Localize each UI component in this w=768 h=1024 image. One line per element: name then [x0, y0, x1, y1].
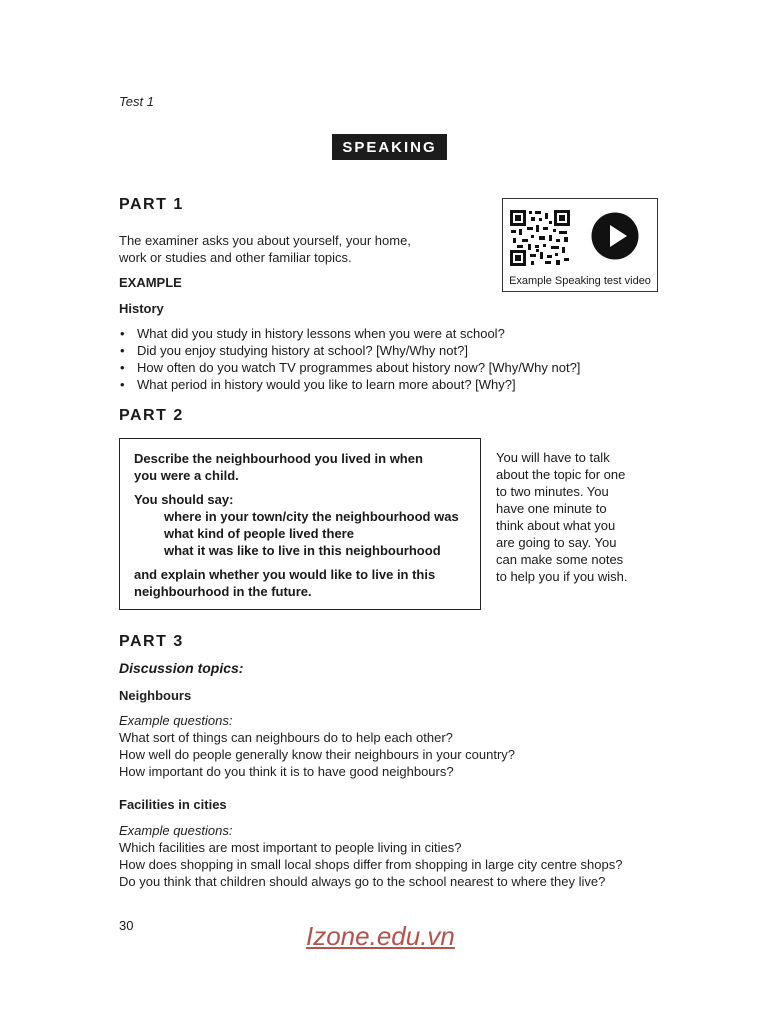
- discussion-label: Discussion topics:: [119, 660, 244, 676]
- list-item: • Did you enjoy studying history at school? [Why/Why not?]: [119, 342, 679, 359]
- task-line1: Describe the neighbourhood you lived in when: [134, 451, 423, 466]
- note-line: have one minute to: [496, 501, 607, 516]
- part1-question-list: [119, 325, 679, 393]
- part1-intro-line2: work or studies and other familiar topics.: [119, 250, 352, 265]
- explain-line1: and explain whether you would like to live in this: [134, 567, 436, 582]
- page-number: 30: [119, 918, 134, 933]
- part1-intro: [119, 232, 411, 266]
- task-point: where in your town/city the neighbourhood was: [164, 509, 459, 524]
- facilities-questions: [119, 822, 739, 890]
- example-label: EXAMPLE: [119, 275, 182, 290]
- list-item: Do you think that children should always go to the school nearest to where they live?: [119, 874, 606, 889]
- part3-title: PART 3: [119, 633, 184, 650]
- neighbours-questions: [119, 712, 719, 780]
- part1-title: PART 1: [119, 196, 184, 213]
- list-item: Which facilities are most important to people living in cities?: [119, 840, 462, 855]
- video-panel[interactable]: [502, 198, 658, 292]
- example-questions-label: Example questions:: [119, 713, 233, 728]
- explain-line2: neighbourhood in the future.: [134, 584, 312, 599]
- note-line: to help you if you wish.: [496, 569, 628, 584]
- list-item: • How often do you watch TV programmes about history now? [Why/Why not?]: [119, 359, 679, 376]
- list-item: How does shopping in small local shops differ from shopping in large city centre shops?: [119, 857, 623, 872]
- section-title: SPEAKING: [332, 134, 447, 160]
- task-point: what it was like to live in this neighbourhood: [164, 543, 441, 558]
- note-line: are going to say. You: [496, 535, 617, 550]
- note-line: You will have to talk: [496, 450, 610, 465]
- play-icon[interactable]: [591, 212, 639, 260]
- part2-note: [496, 449, 646, 585]
- part1-intro-line1: The examiner asks you about yourself, your home,: [119, 233, 411, 248]
- video-caption[interactable]: Example Speaking test video: [509, 275, 651, 287]
- note-line: about the topic for one: [496, 467, 626, 482]
- task-card: [119, 438, 481, 610]
- note-line: think about what you: [496, 518, 616, 533]
- example-questions-label: Example questions:: [119, 823, 233, 838]
- topic-history: History: [119, 301, 164, 316]
- part2-title: PART 2: [119, 407, 184, 424]
- note-line: to two minutes. You: [496, 484, 609, 499]
- qr-code-icon[interactable]: [509, 209, 571, 267]
- topic-neighbours: Neighbours: [119, 688, 192, 703]
- task-point: what kind of people lived there: [164, 526, 354, 541]
- list-item: How well do people generally know their neighbours in your country?: [119, 747, 516, 762]
- list-item: • What period in history would you like to learn more about? [Why?]: [119, 376, 679, 393]
- watermark: Izone.edu.vn: [306, 921, 455, 951]
- list-item: How important do you think it is to have good neighbours?: [119, 764, 454, 779]
- should-say-label: You should say:: [134, 492, 234, 507]
- note-line: can make some notes: [496, 552, 624, 567]
- test-label: Test 1: [119, 94, 154, 109]
- list-item: What sort of things can neighbours do to help each other?: [119, 730, 453, 745]
- topic-facilities: Facilities in cities: [119, 797, 227, 812]
- list-item: • What did you study in history lessons when you were at school?: [119, 325, 679, 342]
- task-line2: you were a child.: [134, 468, 239, 483]
